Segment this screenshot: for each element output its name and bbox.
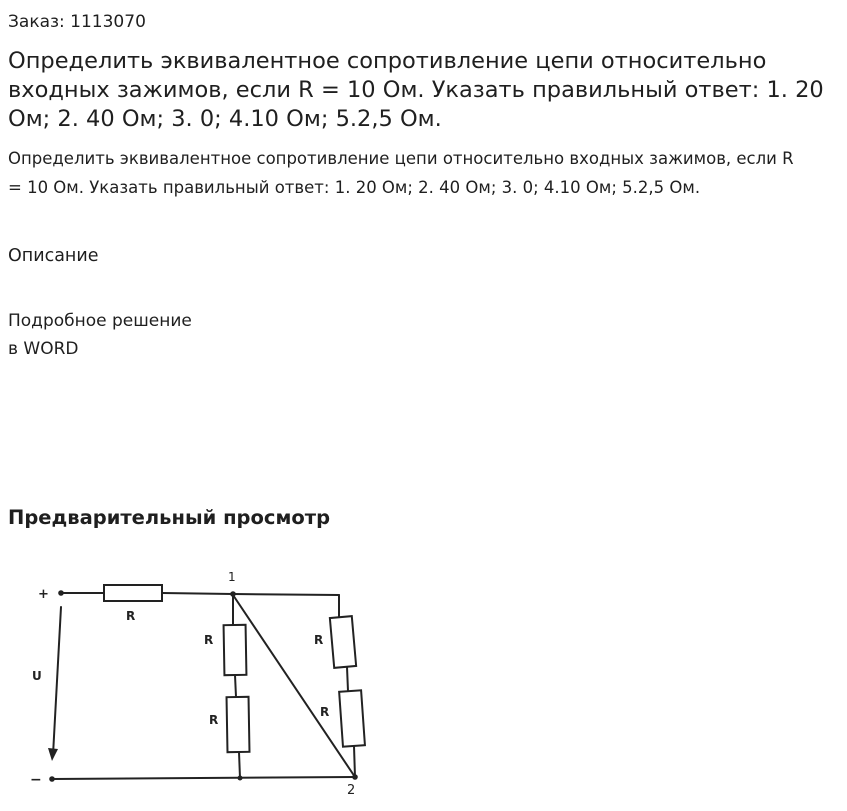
wire-left-branch-mid xyxy=(235,675,236,697)
wire-right-branch-bottom xyxy=(354,746,355,777)
resistor-top xyxy=(104,585,162,601)
terminal-minus-dot xyxy=(49,776,55,782)
voltage-label: U xyxy=(32,669,42,683)
resistor-left-lower-label: R xyxy=(209,713,219,727)
resistor-right-upper-label: R xyxy=(314,633,324,647)
order-number: Заказ: 1113070 xyxy=(8,12,146,32)
resistor-left-upper-label: R xyxy=(204,633,214,647)
description-heading: Описание xyxy=(8,246,99,266)
node-1-dot xyxy=(230,591,236,597)
node-1-label: 1 xyxy=(228,570,236,584)
preview-heading: Предварительный просмотр xyxy=(8,506,331,529)
circuit-schematic xyxy=(22,565,382,805)
node-2-label: 2 xyxy=(347,783,356,798)
minus-label: − xyxy=(30,772,42,788)
resistor-right-lower xyxy=(339,690,365,746)
resistor-top-label: R xyxy=(126,609,136,623)
wire-bottom xyxy=(52,777,355,779)
resistor-right-upper xyxy=(330,616,356,668)
voltage-arrow-head xyxy=(48,748,58,761)
task-summary: Определить эквивалентное сопротивление цепи относительно входных зажимов, если R = 10 Ом. Указать правильный ответ: 1. 20 Ом; 2. 40 Ом; 3. 0; 4.10 Ом; 5.2,5 Ом. xyxy=(8,149,794,197)
wire-right-branch-mid xyxy=(347,667,348,691)
wire-top-right xyxy=(233,594,339,595)
wire-left-branch-bottom xyxy=(239,752,240,778)
plus-label: + xyxy=(38,587,49,602)
terminal-plus-dot xyxy=(58,590,64,596)
voltage-arrow-line xyxy=(53,607,61,755)
wire-top-middle xyxy=(162,593,233,594)
description-line-2: в WORD xyxy=(8,339,79,359)
page-title: Определить эквивалентное сопротивление цепи относительно входных зажимов, если R = 10 Ом. Указать правильный ответ: 1. 20 Ом; 2. 40 Ом; 3. 0; 4.10 Ом; 5.2,5 Ом. xyxy=(8,48,824,132)
description-body xyxy=(8,307,192,363)
junction-bottom-dot xyxy=(238,776,243,781)
resistor-right-lower-label: R xyxy=(320,705,330,719)
resistor-left-upper xyxy=(224,625,247,675)
description-line-1: Подробное решение xyxy=(8,311,192,331)
resistor-left-lower xyxy=(227,697,250,752)
node-2-dot xyxy=(352,774,358,780)
